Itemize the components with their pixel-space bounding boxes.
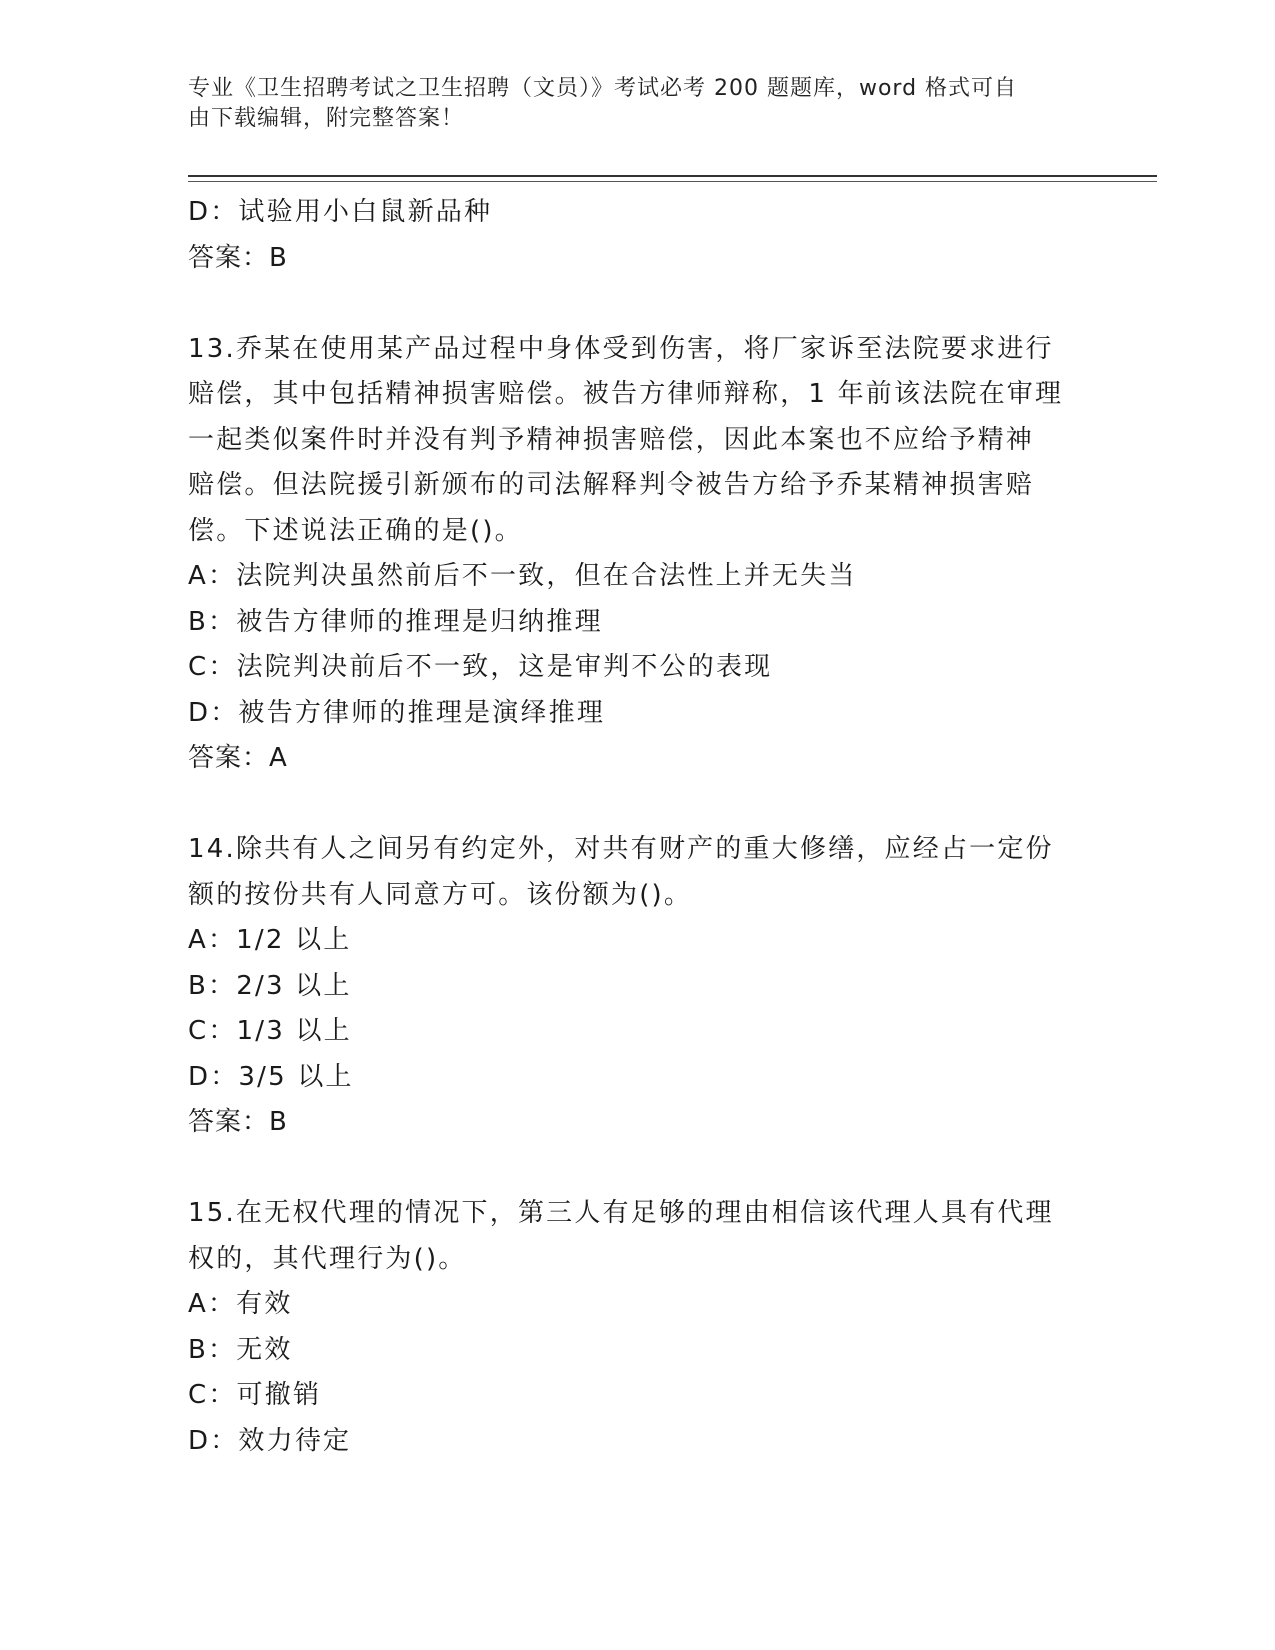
- q14-option-b: B：2/3 以上: [188, 970, 352, 1001]
- q13-stem-line: 13.乔某在使用某产品过程中身体受到伤害，将厂家诉至法院要求进行: [188, 333, 1054, 364]
- header-rule-thick: [188, 175, 1157, 177]
- question-content: [188, 190, 1088, 1464]
- q14-stem-line: 14.除共有人之间另有约定外，对共有财产的重大修缮，应经占一定份: [188, 834, 1054, 864]
- spacer: [188, 281, 1088, 327]
- spacer: [188, 1146, 1088, 1192]
- header-title-line-1: 专业《卫生招聘考试之卫生招聘（文员）》考试必考 200 题题库，word 格式可自: [188, 76, 1018, 101]
- q13-stem-line: 一起类似案件时并没有判予精神损害赔偿，因此本案也不应给予精神: [188, 424, 1035, 455]
- q14-stem-line: 额的按份共有人同意方可。该份额为()。: [188, 879, 693, 910]
- question-14: [188, 827, 1088, 1146]
- q13-stem-line: 赔偿。但法院援引新颁布的司法解释判令被告方给予乔某精神损害赔: [188, 470, 1035, 500]
- q15-option-a: A：有效: [188, 1289, 293, 1319]
- q15-option-d: D：效力待定: [188, 1425, 352, 1456]
- question-15: [188, 1191, 1088, 1464]
- q13-option-a: A：法院判决虽然前后不一致，但在合法性上并无失当: [188, 561, 857, 591]
- q13-stem-line: 偿。下述说法正确的是()。: [188, 515, 523, 546]
- q13-stem-line: 赔偿，其中包括精神损害赔偿。被告方律师辩称，1 年前该法院在审理: [188, 379, 1064, 409]
- q14-answer: 答案：B: [188, 1107, 288, 1137]
- q13-option-c: C：法院判决前后不一致，这是审判不公的表现: [188, 652, 773, 682]
- header-rule-thin: [188, 181, 1157, 182]
- q14-option-c: C：1/3 以上: [188, 1016, 352, 1046]
- spacer: [188, 782, 1088, 828]
- prev-option-d: D：试验用小白鼠新品种: [188, 197, 493, 227]
- question-13: [188, 327, 1088, 782]
- header-title-line-2: 由下载编辑，附完整答案！: [188, 106, 465, 131]
- q15-stem-line: 15.在无权代理的情况下，第三人有足够的理由相信该代理人具有代理: [188, 1198, 1054, 1228]
- q13-answer: 答案：A: [188, 743, 288, 773]
- q13-option-d: D：被告方律师的推理是演绎推理: [188, 697, 606, 728]
- page-header: [188, 74, 1068, 134]
- q13-option-b: B：被告方律师的推理是归纳推理: [188, 606, 603, 637]
- prev-answer: 答案：B: [188, 242, 288, 273]
- q15-option-b: B：无效: [188, 1334, 293, 1365]
- q15-option-c: C：可撤销: [188, 1380, 322, 1410]
- q14-option-a: A：1/2 以上: [188, 925, 352, 955]
- q15-stem-line: 权的，其代理行为()。: [188, 1243, 467, 1274]
- q14-option-d: D：3/5 以上: [188, 1061, 354, 1092]
